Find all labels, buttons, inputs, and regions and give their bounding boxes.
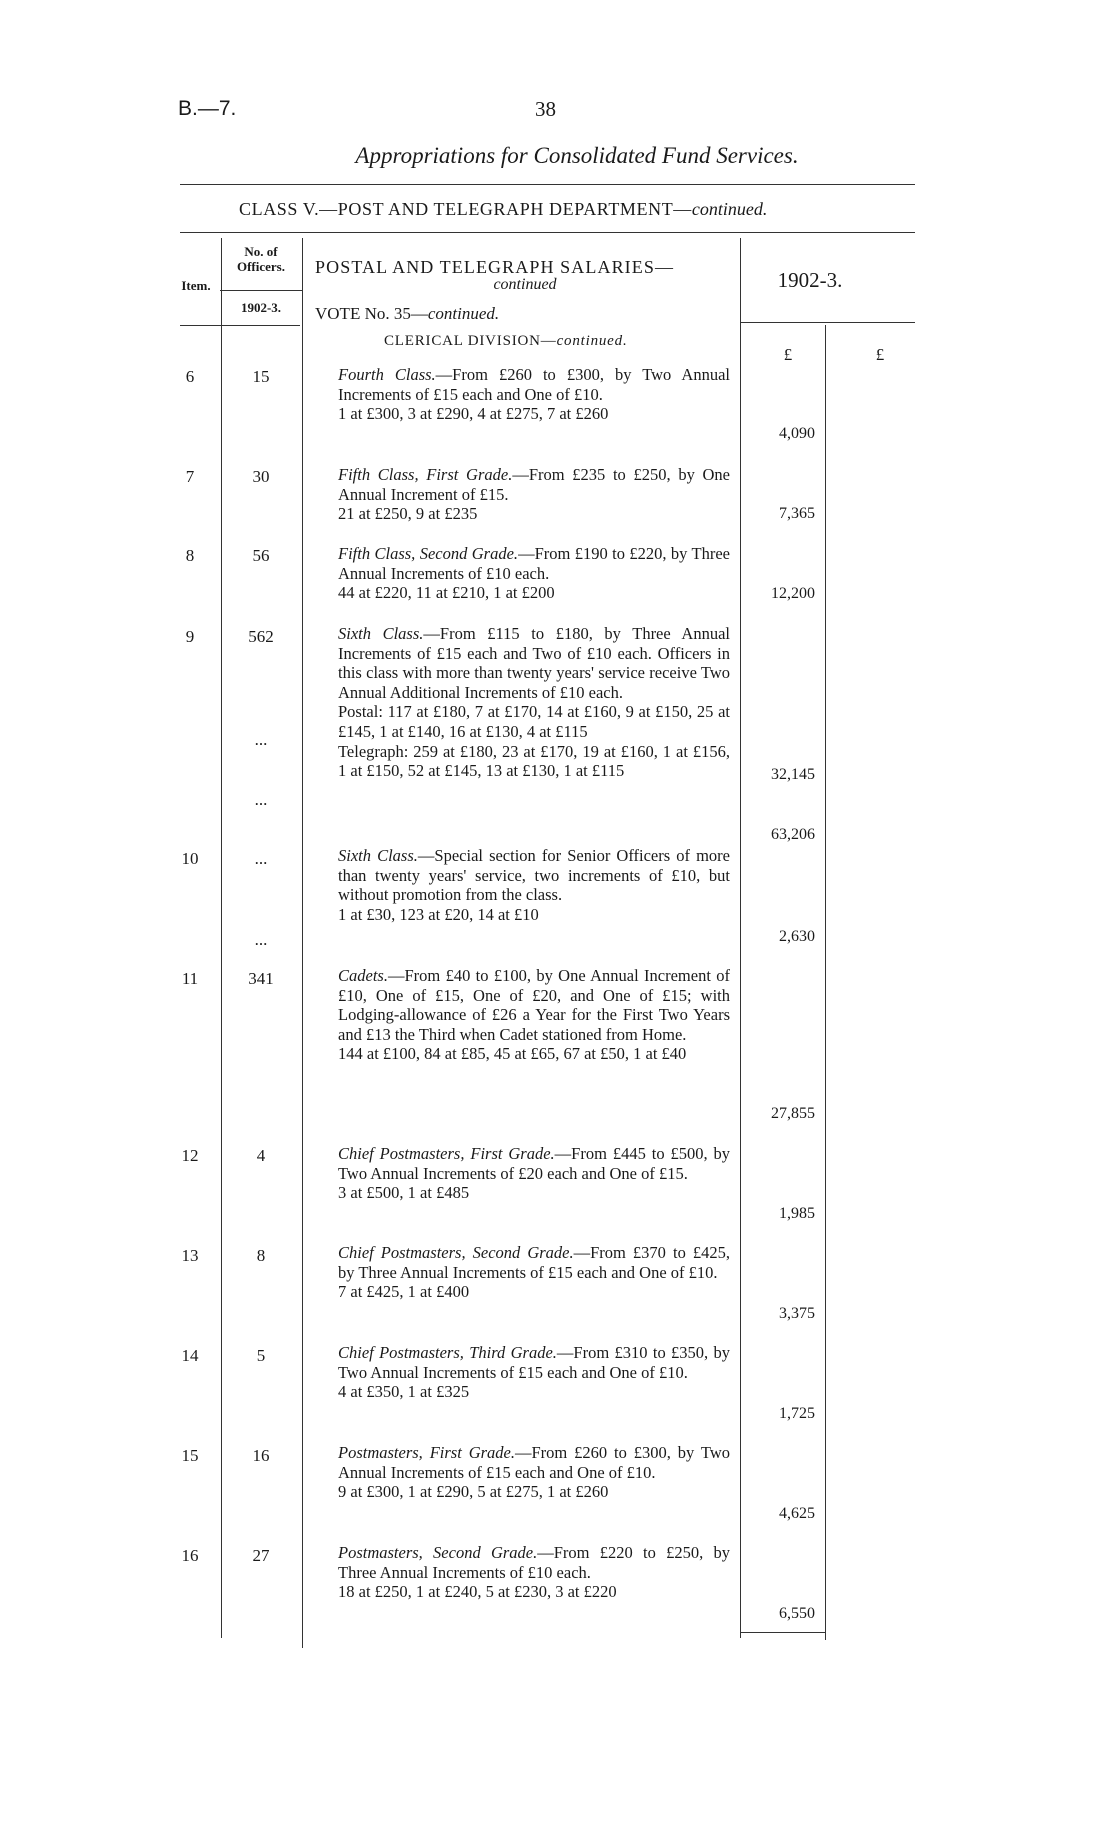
item-amount: 2,630	[779, 928, 815, 945]
item-amount: 7,365	[779, 505, 815, 522]
item-detail: 21 at £250, 9 at £235	[338, 504, 478, 524]
item-amount: 4,625	[779, 1505, 815, 1522]
postal-amount: 32,145	[771, 766, 815, 783]
item-title: Postmasters, Second Grade.	[338, 1543, 538, 1562]
item-number: 16	[181, 1546, 199, 1565]
item-description	[320, 624, 730, 781]
officer-count: 15	[252, 367, 270, 386]
item-detail: 7 at £425, 1 at £400	[338, 1282, 470, 1302]
item-description	[320, 966, 730, 1064]
officer-count: 8	[256, 1246, 266, 1265]
page-title	[0, 143, 1114, 169]
item-text: —From £260 to £300, by Two Annual Increments of £15 each and One of £10.	[338, 365, 730, 404]
item-description	[320, 365, 730, 424]
item-title: Sixth Class.	[338, 846, 418, 865]
header-bottom-rule	[180, 325, 222, 326]
item-description	[320, 1443, 730, 1502]
item-number: 12	[181, 1146, 199, 1165]
division-heading	[384, 333, 628, 350]
item-description	[320, 544, 730, 603]
item-detail: 9 at £300, 1 at £290, 5 at £275, 1 at £260	[338, 1482, 609, 1502]
item-text: —From £235 to £250, by One Annual Increment of £15.	[338, 465, 730, 504]
item-title: Fifth Class, Second Grade.	[338, 544, 519, 563]
item-text: —From £445 to £500, by Two Annual Increments of £20 each and One of £15.	[338, 1144, 731, 1183]
item-text: —From £115 to £180, by Three Annual Increments of £15 each and Two of £10 each. Officers in this class with more than twenty years' service receive Two Annual Additional Increments of £10 each.	[338, 624, 730, 702]
year-column-header: 1902-3.	[777, 268, 843, 292]
item-number: 15	[181, 1446, 199, 1465]
class-heading-text: CLASS V.—POST AND TELEGRAPH DEPARTMENT—	[239, 199, 692, 219]
officer-count: 562	[248, 627, 274, 646]
class-heading-cont: continued.	[691, 199, 768, 219]
item-text: —From £260 to £300, by Two Annual Increments of £15 each and One of £10.	[338, 1443, 731, 1482]
item-number: 9	[185, 627, 195, 646]
document-reference: B.—7.	[178, 97, 237, 120]
item-detail: 18 at £250, 1 at £240, 5 at £230, 3 at £220	[338, 1582, 617, 1602]
item-amount: 27,855	[771, 1105, 815, 1122]
item-text: —From £310 to £350, by Two Annual Increments of £15 each and One of £10.	[338, 1343, 730, 1382]
item-description	[320, 1543, 730, 1602]
item-detail: 44 at £220, 11 at £210, 1 at £200	[338, 583, 555, 603]
item-detail: 1 at £300, 3 at £290, 4 at £275, 7 at £260	[338, 404, 609, 424]
officer-count: 27	[252, 1546, 270, 1565]
header-bottom-rule-3	[740, 322, 915, 323]
item-detail: 1 at £30, 123 at £20, 14 at £10	[338, 904, 539, 924]
item-title: Fifth Class, First Grade.	[338, 465, 513, 484]
item-description	[320, 846, 730, 924]
officers-column-rule	[302, 238, 303, 1648]
item-text: —From £370 to £425, by Three Annual Increments of £15 each and One of £10.	[338, 1243, 730, 1282]
item-column-header: Item.	[181, 278, 211, 293]
item-amount: 12,200	[771, 585, 815, 602]
officer-count: 5	[256, 1346, 266, 1365]
telegraph-amount: 63,206	[771, 826, 815, 843]
total-column-rule	[825, 325, 826, 1640]
salaries-heading-cont: continued	[493, 276, 557, 293]
item-description	[320, 1243, 730, 1302]
item-title: Fourth Class.	[338, 365, 436, 384]
item-amount: 1,725	[779, 1405, 815, 1422]
salaries-heading	[315, 257, 735, 294]
telegraph-detail: Telegraph: 259 at £180, 23 at £170, 19 at £160, 1 at £156, 1 at £150, 52 at £145, 13 at £130, 1 at £115	[338, 741, 730, 781]
item-detail: 144 at £100, 84 at £85, 45 at £65, 67 at £50, 1 at £40	[338, 1044, 687, 1064]
item-text: —From £190 to £220, by Three Annual Increments of £10 each.	[338, 544, 731, 583]
item-number: 8	[185, 546, 195, 565]
page-title-text: Appropriations for Consolidated Fund Services.	[355, 143, 799, 168]
postal-officer-count: ...	[254, 730, 268, 749]
item-amount: 4,090	[779, 425, 815, 442]
title-rule	[180, 184, 915, 185]
item-detail: 4 at £350, 1 at £325	[338, 1382, 470, 1402]
telegraph-officer-count: ...	[254, 790, 268, 809]
item-text: —From £40 to £100, by One Annual Increment of £10, One of £15, One of £20, and One of £15; with Lodging-allowance of £26 a Year for the First Two Years and £13 the Third when Cadet stationed from Home.	[338, 966, 730, 1044]
officers-column-header: No. of Officers.	[236, 244, 285, 274]
item-title: Chief Postmasters, Third Grade.	[338, 1343, 557, 1362]
header-bottom-rule-2	[222, 325, 300, 326]
item-title: Cadets.	[338, 966, 388, 985]
item-title: Postmasters, First Grade.	[338, 1443, 515, 1462]
vote-heading-text: VOTE No. 35—	[315, 304, 428, 323]
officers-header-rule	[220, 290, 302, 291]
item-description	[320, 1144, 730, 1203]
currency-symbol-1: £	[783, 345, 793, 364]
item-description	[320, 465, 730, 524]
postal-detail: Postal: 117 at £180, 7 at £170, 14 at £160, 9 at £150, 25 at £145, 1 at £140, 16 at £130, 4 at £115	[338, 702, 730, 741]
item-text: —From £220 to £250, by Three Annual Increments of £10 each.	[338, 1543, 730, 1582]
item-number: 6	[185, 367, 195, 386]
item-number: 14	[181, 1346, 199, 1365]
currency-symbol-2: £	[875, 345, 885, 364]
table-top-rule	[180, 232, 915, 233]
page-number: 38	[535, 97, 556, 121]
class-heading	[239, 199, 767, 220]
officer-count: 30	[252, 467, 270, 486]
division-heading-cont: continued.	[556, 333, 628, 349]
item-number: 10	[181, 849, 199, 868]
officer-count: 341	[248, 969, 274, 988]
officer-count: 4	[256, 1146, 266, 1165]
item-number: 13	[181, 1246, 199, 1265]
officers-year-header: 1902-3.	[240, 300, 282, 315]
vote-heading	[315, 304, 499, 324]
officer-count: 56	[252, 546, 270, 565]
item-title: Chief Postmasters, Second Grade.	[338, 1243, 574, 1262]
item-detail: 3 at £500, 1 at £485	[338, 1183, 470, 1203]
item-number: 7	[185, 467, 195, 486]
item-column-rule	[221, 238, 222, 1638]
detail-officer-count: ...	[254, 930, 268, 949]
item-amount: 6,550	[779, 1605, 815, 1622]
item-amount: 3,375	[779, 1305, 815, 1322]
officer-count: ...	[254, 849, 268, 868]
item-title: Sixth Class.	[338, 624, 424, 643]
salaries-heading-text: POSTAL AND TELEGRAPH SALARIES—	[315, 257, 675, 277]
item-text: —Special section for Senior Officers of more than twenty years' service, two increments of £10, but without promotion from the class.	[338, 846, 730, 905]
item-description	[320, 1343, 730, 1402]
division-heading-text: CLERICAL DIVISION—	[384, 333, 557, 349]
item-number: 11	[181, 969, 199, 988]
table-bottom-rule	[740, 1632, 825, 1633]
item-title: Chief Postmasters, First Grade.	[338, 1144, 555, 1163]
item-amount: 1,985	[779, 1205, 815, 1222]
vote-heading-cont: continued.	[427, 304, 500, 323]
officer-count: 16	[252, 1446, 270, 1465]
